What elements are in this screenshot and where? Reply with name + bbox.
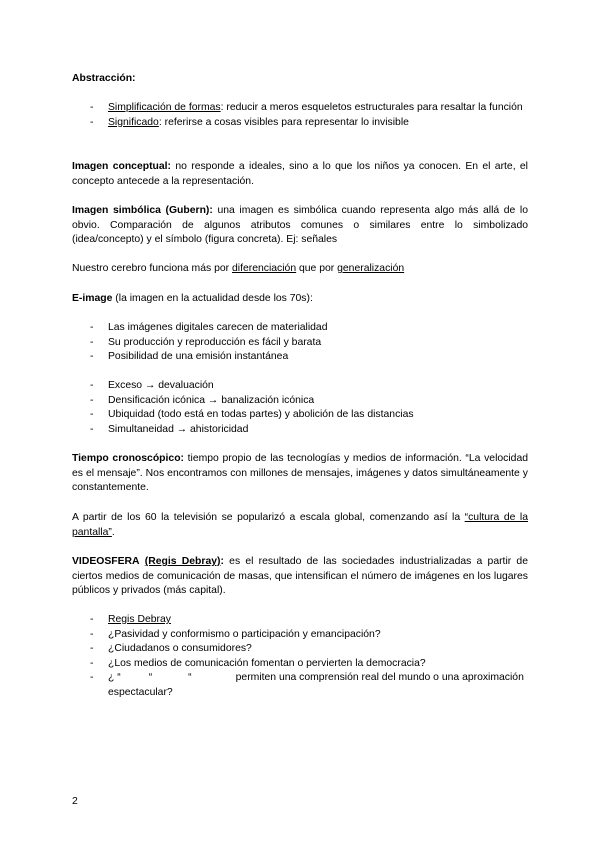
paragraph-e-image: E-image (la imagen en la actualidad desde los 70s): bbox=[72, 293, 313, 304]
list-item: - Ubiquidad (todo está en todas partes) y abolición de las distancias bbox=[72, 408, 528, 423]
list-item: - Densificación icónica → banalización icónica bbox=[72, 394, 528, 409]
e-image-list-2 bbox=[72, 379, 528, 437]
list-item: - Simultaneidad → ahistoricidad bbox=[72, 423, 528, 438]
list-item: - ¿Los medios de comunicación fomentan o pervierten la democracia? bbox=[72, 657, 528, 672]
list-item: - ¿Pasividad y conformismo o participación y emancipación? bbox=[72, 628, 528, 643]
page-number: 2 bbox=[72, 796, 78, 807]
list-item: - Las imágenes digitales carecen de materialidad bbox=[72, 321, 528, 336]
paragraph-imagen-conceptual: Imagen conceptual: no responde a ideales, sino a lo que los niños ya conocen. En el arte, el concepto antecede a la representación. bbox=[72, 161, 528, 187]
paragraph-imagen-simbolica: Imagen simbólica (Gubern): una imagen es simbólica cuando representa algo más allá de lo obvio. Comparación de algunos atributos comunes o similares entre lo simbolizado (idea/concepto) y el símbolo (figura concreta). Ej: señales bbox=[72, 205, 528, 246]
paragraph-television: A partir de los 60 la televisión se popularizó a escala global, comenzando así la “cultura de la pantalla”. bbox=[72, 512, 528, 538]
list-item: - Posibilidad de una emisión instantánea bbox=[72, 350, 528, 365]
section-heading-abstraccion: Abstracción: bbox=[72, 73, 136, 84]
paragraph-cerebro: Nuestro cerebro funciona más por diferenciación que por generalización bbox=[72, 263, 405, 274]
list-item: - Su producción y reproducción es fácil y barata bbox=[72, 336, 528, 351]
list-item: - Simplificación de formas: reducir a meros esqueletos estructurales para resaltar la función bbox=[72, 101, 528, 116]
e-image-list-1 bbox=[72, 321, 528, 365]
list-item: - ¿ “ “ “ permiten una comprensión real del mundo o una aproximación espectacular? bbox=[72, 671, 528, 700]
paragraph-tiempo-cronoscopico: Tiempo cronoscópico: tiempo propio de las tecnologías y medios de información. “La velocidad es el mensaje”. Nos encontramos con millones de mensajes, imágenes y datos simultáneamente y constantemente. bbox=[72, 453, 528, 494]
list-item: - Exceso → devaluación bbox=[72, 379, 528, 394]
list-item: - Significado: referirse a cosas visibles para representar lo invisible bbox=[72, 116, 528, 131]
paragraph-videosfera: VIDEOSFERA (Regis Debray): es el resultado de las sociedades industrializadas a partir de ciertos medios de comunicación de masas, que intensifican el número de imágenes en los lugares públicos y privados (más capital). bbox=[72, 556, 528, 597]
list-item: - ¿Ciudadanos o consumidores? bbox=[72, 642, 528, 657]
abstraccion-list bbox=[72, 101, 528, 130]
list-item: - Regis Debray bbox=[72, 613, 528, 628]
videosfera-list bbox=[72, 613, 528, 701]
